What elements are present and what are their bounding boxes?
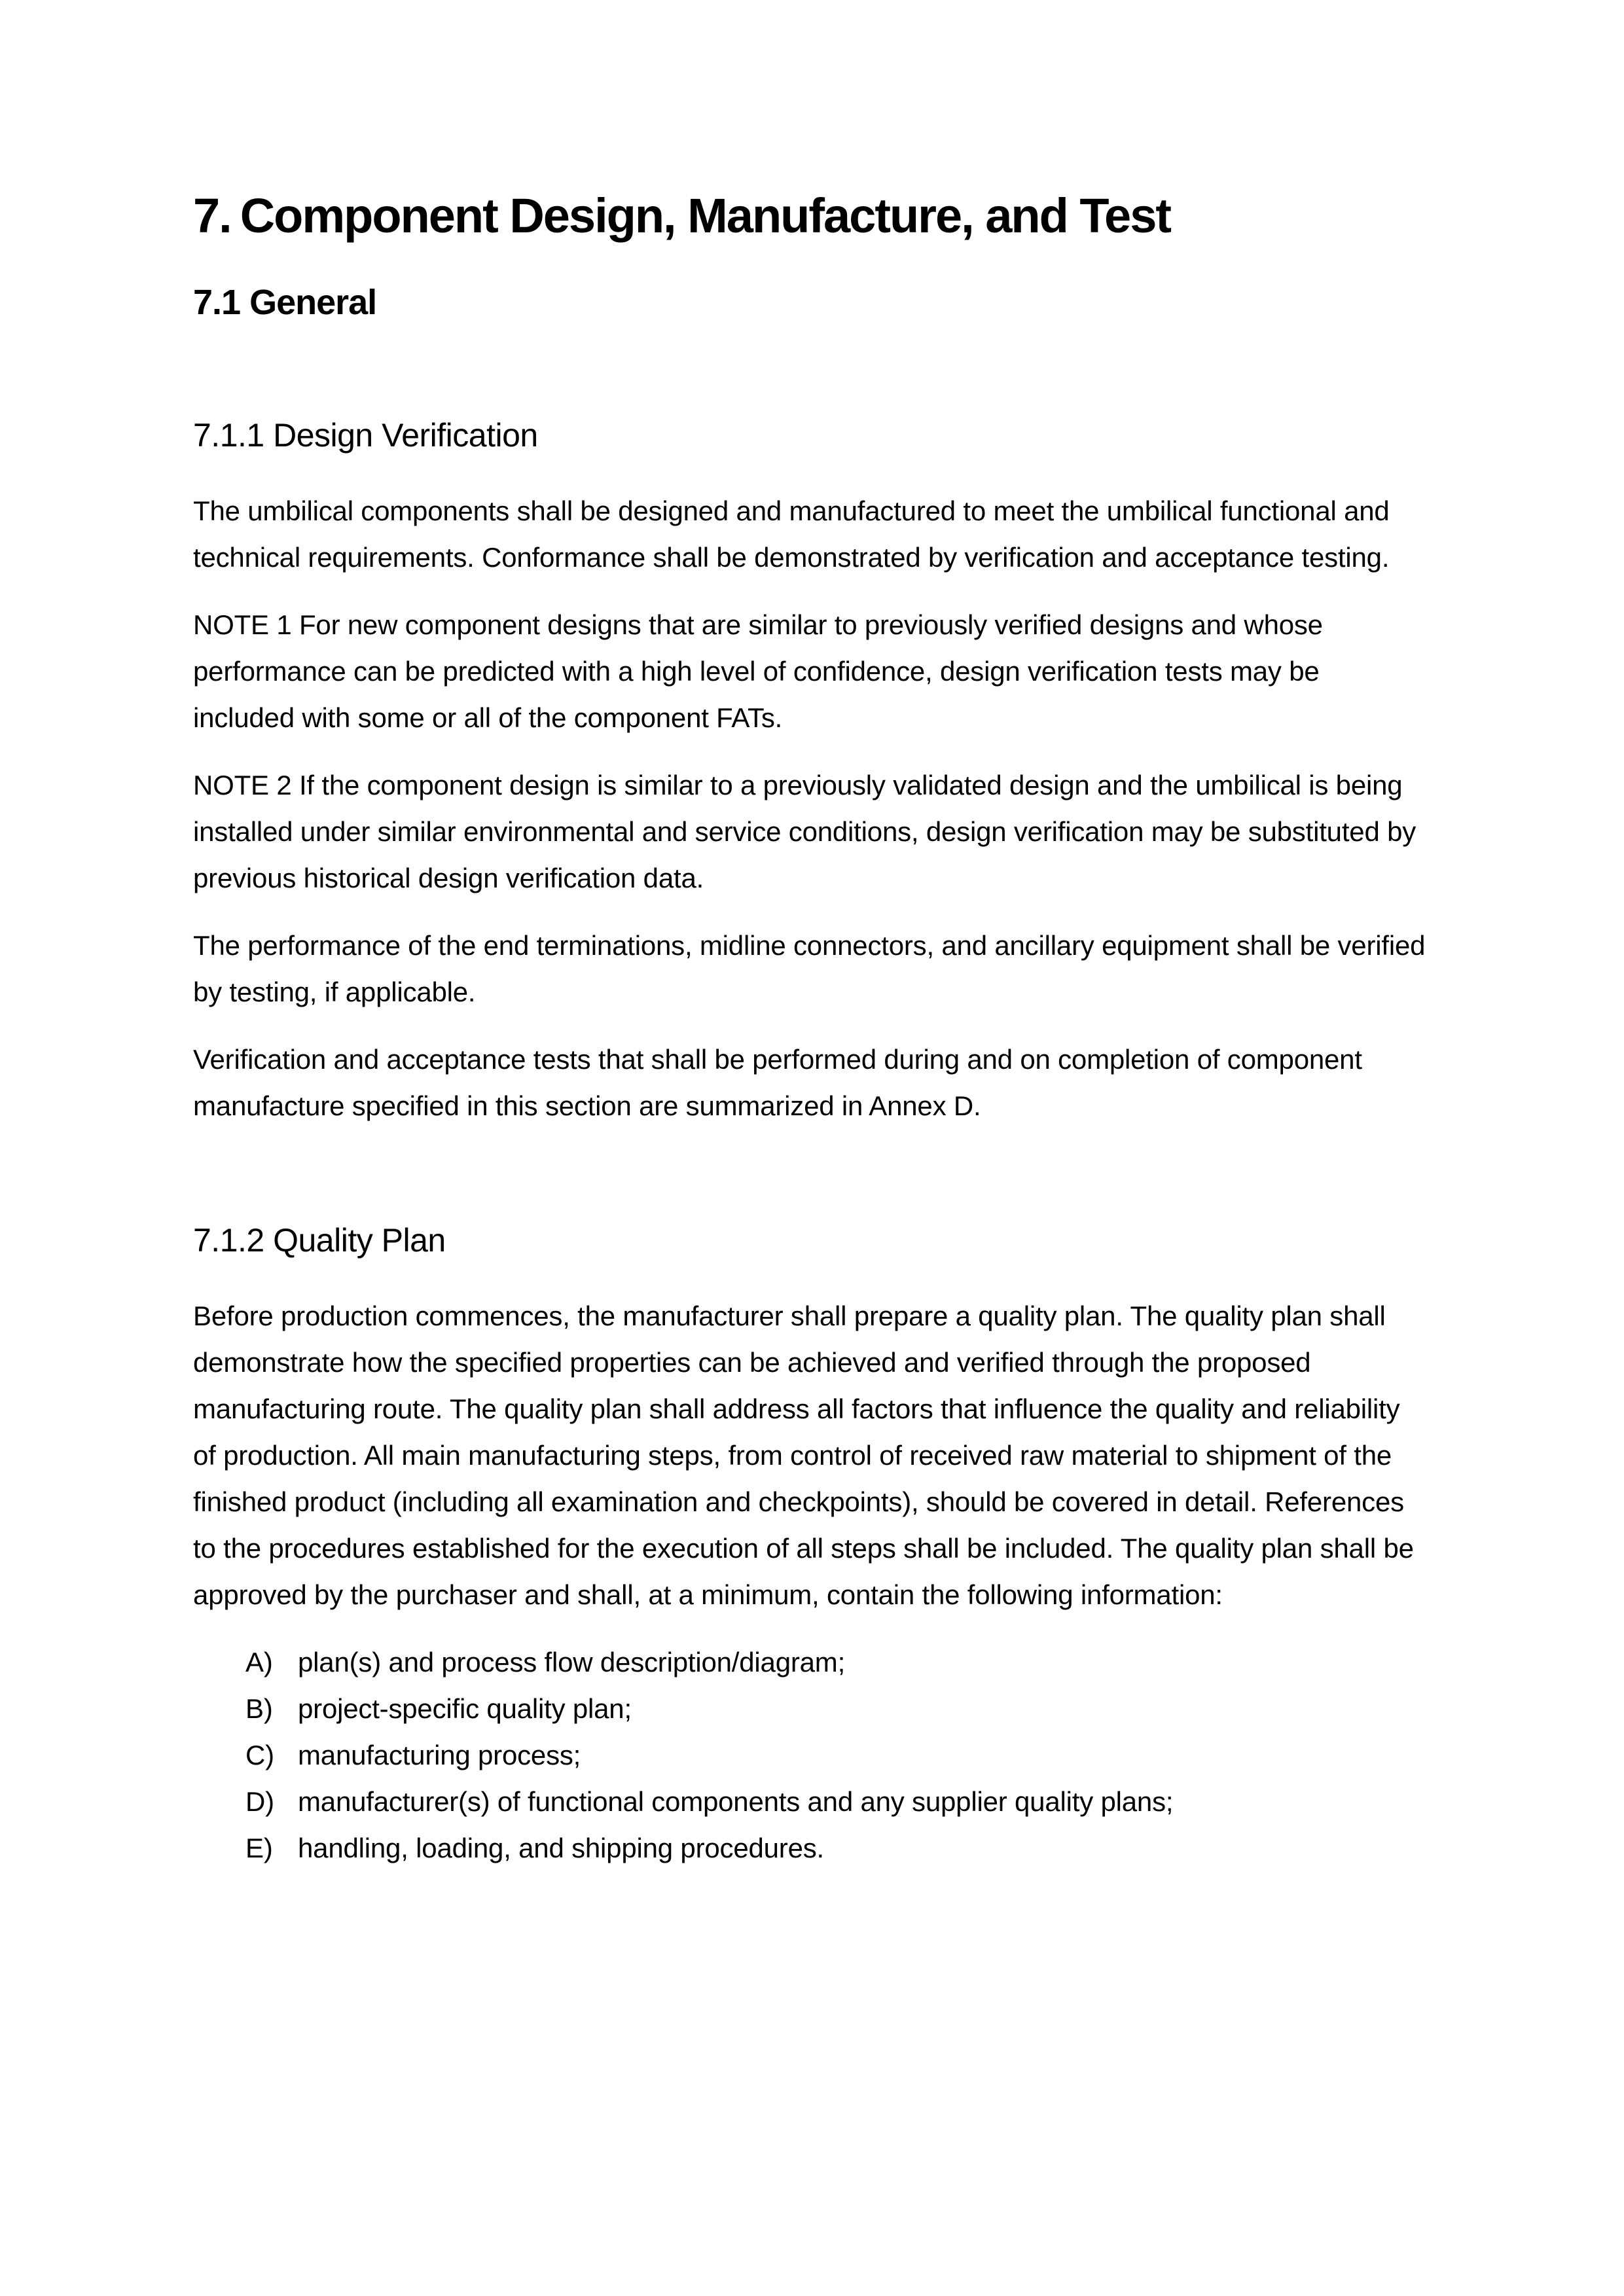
list-marker: D) xyxy=(245,1786,274,1817)
subsection-heading-7-1-2: 7.1.2 Quality Plan xyxy=(193,1222,446,1259)
list-marker: E) xyxy=(245,1833,273,1863)
paragraph-verification-tests: Verification and acceptance tests that shall be performed during and on completion of component manufacture specified in this section are summarized in Annex D. xyxy=(193,1044,1362,1121)
list-text: project-specific quality plan; xyxy=(298,1693,632,1724)
list-item xyxy=(193,1825,1428,1871)
list-item xyxy=(193,1685,1428,1732)
list-item xyxy=(193,1639,1428,1685)
page-title-number: 7. xyxy=(193,188,231,243)
list-marker: B) xyxy=(245,1693,273,1724)
list-marker: A) xyxy=(245,1647,273,1677)
paragraph-end-terminations: The performance of the end terminations, midline connectors, and ancillary equipment shall be verified by testing, if applicable. xyxy=(193,930,1426,1007)
list-text: manufacturing process; xyxy=(298,1740,581,1770)
page-title xyxy=(193,187,1428,245)
paragraph-note-1: NOTE 1 For new component designs that are similar to previously verified designs and whose performance can be predicted with a high level of confidence, design verification tests may be included with some or all of the component FATs. xyxy=(193,609,1323,733)
list-item xyxy=(193,1732,1428,1778)
list-text: plan(s) and process flow description/diagram; xyxy=(298,1647,846,1677)
subsection-heading-7-1-1: 7.1.1 Design Verification xyxy=(193,417,538,454)
paragraph-note-2: NOTE 2 If the component design is similar to a previously validated design and the umbilical is being installed under similar environmental and service conditions, design verification may be substituted by previous historical design verification data. xyxy=(193,770,1416,893)
paragraph-design-verification: The umbilical components shall be designed and manufactured to meet the umbilical functional and technical requirements. Conformance shall be demonstrated by verification and acceptance testing. xyxy=(193,495,1390,573)
section-heading-7-1: 7.1 General xyxy=(193,283,377,322)
paragraph-quality-plan: Before production commences, the manufacturer shall prepare a quality plan. The quality plan shall demonstrate how the specified properties can be achieved and verified through the proposed manufacturing route. The quality plan shall address all factors that influence the quality and reliability of production. All main manufacturing steps, from control of received raw material to shipment of the finished product (including all examination and checkpoints), should be covered in detail. References to the procedures established for the execution of all steps shall be included. The quality plan shall be approved by the purchaser and shall, at a minimum, contain the following information: xyxy=(193,1300,1414,1610)
list-item xyxy=(193,1778,1428,1825)
quality-plan-list xyxy=(193,1639,1428,1871)
list-text: handling, loading, and shipping procedures. xyxy=(298,1833,825,1863)
document-content xyxy=(193,187,1428,1871)
page-title-text: Component Design, Manufacture, and Test xyxy=(240,188,1171,243)
list-marker: C) xyxy=(245,1740,274,1770)
list-text: manufacturer(s) of functional components and any supplier quality plans; xyxy=(298,1786,1174,1817)
